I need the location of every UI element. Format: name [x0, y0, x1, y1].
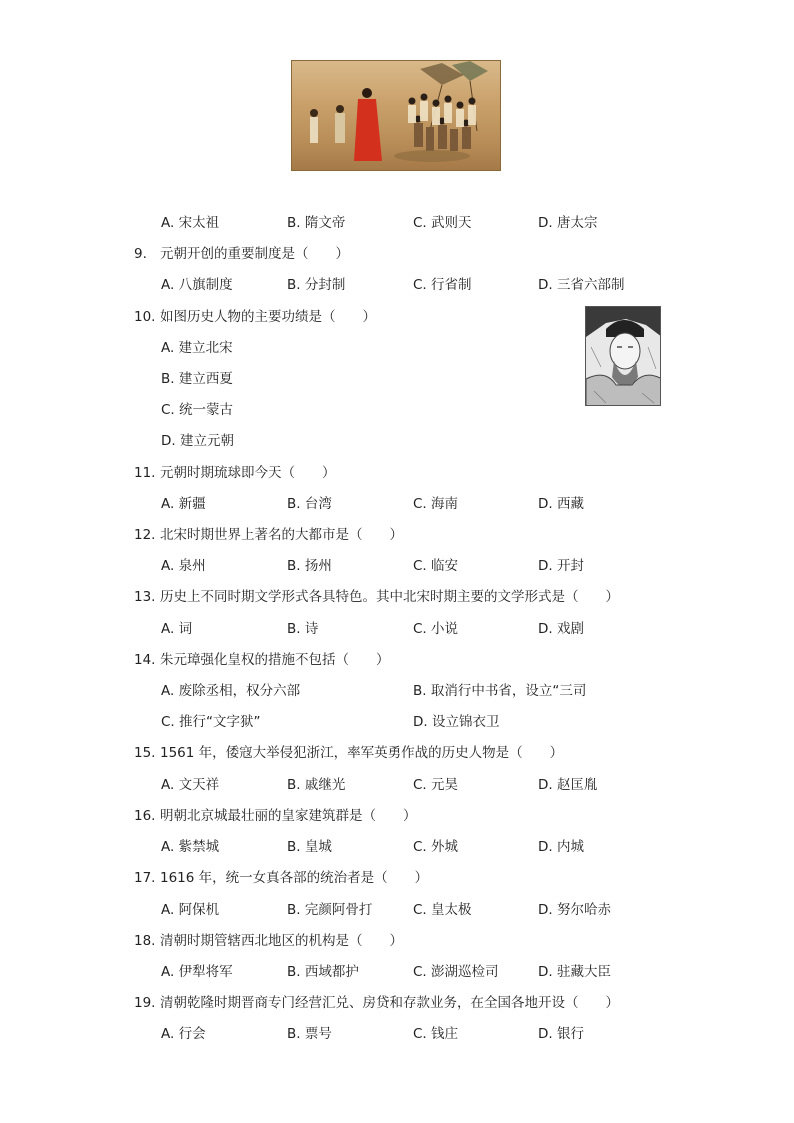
painting-illustration: [292, 61, 501, 171]
portrait-sketch: [586, 307, 661, 406]
q9-option-c[interactable]: C. 行省制: [413, 277, 472, 293]
q18-option-d[interactable]: D. 驻藏大臣: [538, 964, 611, 980]
q15-options: [0, 773, 794, 793]
q19-option-c[interactable]: C. 钱庄: [413, 1026, 459, 1042]
q16-option-d[interactable]: D. 内城: [538, 839, 584, 855]
q8-option-b[interactable]: B. 隋文帝: [287, 215, 346, 231]
q15-number: 15.: [134, 745, 156, 761]
q18-option-b[interactable]: B. 西域都护: [287, 964, 359, 980]
q11-option-a[interactable]: A. 新疆: [161, 496, 206, 512]
q16-option-a[interactable]: A. 紫禁城: [161, 839, 220, 855]
q15-stem: 15. 1561 年，倭寇大举侵犯浙江，率军英勇作战的历史人物是（ ）: [134, 745, 564, 761]
q11-stem: 11. 元朝时期琉球即今天（ ）: [134, 465, 336, 481]
q13-option-c[interactable]: C. 小说: [413, 621, 459, 637]
q10-number: 10.: [134, 309, 156, 325]
q19-option-a[interactable]: A. 行会: [161, 1026, 206, 1042]
q19-stem: 19. 清朝乾隆时期晋商专门经营汇兑、房贷和存款业务，在全国各地开设（ ）: [134, 995, 619, 1011]
q12-number: 12.: [134, 527, 156, 543]
q13-option-b[interactable]: B. 诗: [287, 621, 319, 637]
q17-option-a[interactable]: A. 阿保机: [161, 902, 220, 918]
q8-option-d[interactable]: D. 唐太宗: [538, 215, 598, 231]
q17-option-c[interactable]: C. 皇太极: [413, 902, 472, 918]
q16-stem: 16. 明朝北京城最壮丽的皇家建筑群是（ ）: [134, 808, 417, 824]
q11-options: [0, 492, 794, 512]
q15-option-d[interactable]: D. 赵匡胤: [538, 777, 598, 793]
q15-option-b[interactable]: B. 戚继光: [287, 777, 346, 793]
q16-number: 16.: [134, 808, 156, 824]
q14-option-a[interactable]: A. 废除丞相，权分六部: [161, 683, 301, 699]
q17-option-d[interactable]: D. 努尔哈赤: [538, 902, 611, 918]
q14-option-c[interactable]: C. 推行“文字狱”: [161, 714, 261, 730]
q13-option-d[interactable]: D. 戏剧: [538, 621, 584, 637]
q10-stem: 10. 如图历史人物的主要功绩是（ ）: [134, 309, 376, 325]
q19-option-b[interactable]: B. 票号: [287, 1026, 332, 1042]
q17-options: [0, 898, 794, 918]
q13-option-a[interactable]: A. 词: [161, 621, 193, 637]
q11-option-d[interactable]: D. 西藏: [538, 496, 584, 512]
q18-option-c[interactable]: C. 澎湖巡检司: [413, 964, 499, 980]
q13-stem: 13. 历史上不同时期文学形式各具特色。其中北宋时期主要的文学形式是（ ）: [134, 589, 619, 605]
q9-option-d[interactable]: D. 三省六部制: [538, 277, 625, 293]
q17-option-b[interactable]: B. 完颜阿骨打: [287, 902, 373, 918]
q8-option-a[interactable]: A. 宋太祖: [161, 215, 220, 231]
q15-option-c[interactable]: C. 元昊: [413, 777, 459, 793]
q10-option-c[interactable]: C. 统一蒙古: [161, 402, 234, 418]
q18-options: [0, 960, 794, 980]
q9-option-a[interactable]: A. 八旗制度: [161, 277, 233, 293]
portrait-image: [585, 306, 661, 406]
q12-option-c[interactable]: C. 临安: [413, 558, 459, 574]
q9-number: 9.: [134, 246, 147, 262]
q14-option-b[interactable]: B. 取消行中书省，设立“三司: [413, 683, 587, 699]
q17-number: 17.: [134, 870, 156, 886]
q16-options: [0, 835, 794, 855]
q14-stem: 14. 朱元璋强化皇权的措施不包括（ ）: [134, 652, 390, 668]
q8-option-c[interactable]: C. 武则天: [413, 215, 472, 231]
q11-option-c[interactable]: C. 海南: [413, 496, 459, 512]
q12-option-d[interactable]: D. 开封: [538, 558, 584, 574]
q19-options: [0, 1022, 794, 1042]
q18-option-a[interactable]: A. 伊犁将军: [161, 964, 233, 980]
q16-option-c[interactable]: C. 外城: [413, 839, 459, 855]
q13-options: [0, 617, 794, 637]
q18-stem: 18. 清朝时期管辖西北地区的机构是（ ）: [134, 933, 403, 949]
q10-option-d[interactable]: D. 建立元朝: [161, 433, 234, 449]
q10-option-b[interactable]: B. 建立西夏: [161, 371, 233, 387]
q9-options: [0, 273, 794, 293]
q12-option-a[interactable]: A. 泉州: [161, 558, 206, 574]
painting-image: [291, 60, 501, 171]
q12-stem: 12. 北宋时期世界上著名的大都市是（ ）: [134, 527, 403, 543]
q14-number: 14.: [134, 652, 156, 668]
q14-option-d[interactable]: D. 设立锦衣卫: [413, 714, 500, 730]
q11-option-b[interactable]: B. 台湾: [287, 496, 332, 512]
q19-number: 19.: [134, 995, 156, 1011]
q18-number: 18.: [134, 933, 156, 949]
q12-options: [0, 554, 794, 574]
q9-stem: 9. 元朝开创的重要制度是（ ）: [134, 246, 349, 262]
q17-stem: 17. 1616 年，统一女真各部的统治者是（ ）: [134, 870, 429, 886]
q19-option-d[interactable]: D. 银行: [538, 1026, 584, 1042]
q13-number: 13.: [134, 589, 156, 605]
q10-option-a[interactable]: A. 建立北宋: [161, 340, 233, 356]
q9-option-b[interactable]: B. 分封制: [287, 277, 346, 293]
q15-option-a[interactable]: A. 文天祥: [161, 777, 220, 793]
q11-number: 11.: [134, 465, 156, 481]
q16-option-b[interactable]: B. 皇城: [287, 839, 332, 855]
q8-options: [0, 211, 794, 231]
q12-option-b[interactable]: B. 扬州: [287, 558, 332, 574]
